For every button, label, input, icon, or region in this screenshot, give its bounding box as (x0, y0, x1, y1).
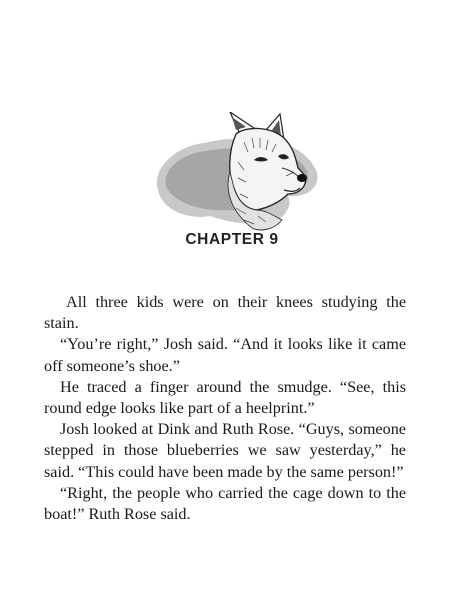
paragraph: He traced a finger around the smudge. “See, this round edge looks like part of a heelprint.” (44, 377, 406, 418)
chapter-heading: CHAPTER 9 (185, 231, 279, 248)
wolf-head-illustration (148, 112, 324, 234)
paragraph: “Right, the people who carried the cage down to the boat!” Ruth Rose said. (44, 483, 406, 524)
paragraph: Josh looked at Dink and Ruth Rose. “Guys, someone stepped in those blueberries we saw yesterday,” he said. “This could have been made by the same person!” (44, 420, 406, 481)
paragraph: “You’re right,” Josh said. “And it looks like it came off someone’s shoe.” (44, 335, 406, 375)
paragraph: All three kids were on their knees studying the stain. (44, 293, 406, 333)
chapter-body (44, 292, 406, 525)
